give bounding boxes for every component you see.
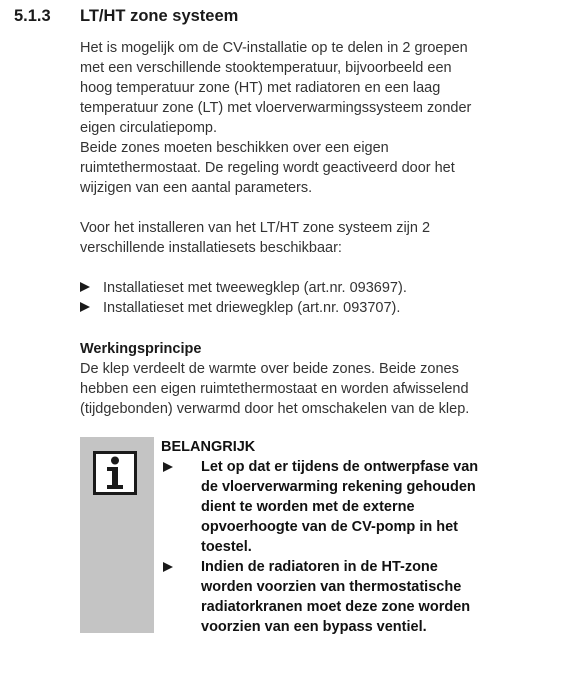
text-line: Voor het installeren van het LT/HT zone systeem zijn 2: [80, 220, 431, 236]
text-line: hebben een eigen ruimtethermostaat en worden afwisselend: [80, 381, 469, 397]
text-line: opvoerhoogte van de CV-pomp in het: [201, 519, 458, 535]
text-line: radiatorkranen moet deze zone worden: [201, 599, 471, 615]
text-line: hoog temperatuur zone (HT) met radiatoren en een laag: [80, 80, 441, 96]
triangle-bullet-icon: [163, 462, 173, 472]
section-heading: [14, 7, 238, 26]
text-line: dient te worden met de externe: [201, 499, 415, 515]
text-line: toestel.: [201, 539, 252, 555]
text-line: Let op dat er tijdens de ontwerpfase van: [201, 459, 479, 475]
text-line: verschillende installatiesets beschikbaar:: [80, 240, 342, 256]
list-item-text: Installatieset met driewegklep (art.nr. 093707).: [103, 300, 401, 316]
important-notice: [161, 437, 571, 637]
spacer: [80, 258, 575, 278]
list-item-text: Installatieset met tweewegklep (art.nr. 093697).: [103, 280, 407, 296]
intro-paragraph: [80, 38, 575, 198]
text-line: temperatuur zone (LT) met vloerverwarmingssysteem zonder: [80, 100, 472, 116]
section-number: 5.1.3: [14, 7, 51, 25]
important-item-text: [201, 557, 470, 637]
important-title: BELANGRIJK: [161, 439, 256, 455]
text-line: eigen circulatiepomp.: [80, 120, 218, 136]
important-item: [161, 457, 571, 557]
section-body: [80, 38, 575, 419]
triangle-bullet-icon: [80, 282, 90, 292]
important-item: [161, 557, 571, 637]
important-item-marker: [161, 457, 201, 477]
list-item: [80, 278, 575, 298]
important-item-marker: [161, 557, 201, 577]
text-line: voorzien van een bypass ventiel.: [201, 619, 427, 635]
spacer: [80, 198, 575, 218]
text-line: Beide zones moeten beschikken over een eigen: [80, 140, 389, 156]
text-line: wijzigen van een aantal parameters.: [80, 180, 313, 196]
text-line: de vloerverwarming rekening gehouden: [201, 479, 476, 495]
triangle-bullet-icon: [80, 302, 90, 312]
text-line: (tijdgebonden) verwarmd door het omschakelen van de klep.: [80, 401, 470, 417]
installation-paragraph: [80, 218, 575, 258]
installation-set-list: [80, 278, 575, 318]
text-line: ruimtethermostaat. De regeling wordt geactiveerd door het: [80, 160, 455, 176]
text-line: met een verschillende stooktemperatuur, bijvoorbeeld een: [80, 60, 452, 76]
important-item-text: [201, 457, 478, 557]
text-line: Het is mogelijk om de CV-installatie op te delen in 2 groepen: [80, 40, 468, 56]
triangle-bullet-icon: [163, 562, 173, 572]
principle-paragraph: [80, 359, 575, 419]
text-line: De klep verdeelt de warmte over beide zones. Beide zones: [80, 361, 459, 377]
text-line: Indien de radiatoren in de HT-zone: [201, 559, 438, 575]
info-icon: [93, 451, 137, 495]
text-line: worden voorzien van thermostatische: [201, 579, 462, 595]
section-title: LT/HT zone systeem: [80, 7, 239, 25]
principle-heading: Werkingsprincipe: [80, 341, 202, 357]
list-item: [80, 298, 575, 318]
